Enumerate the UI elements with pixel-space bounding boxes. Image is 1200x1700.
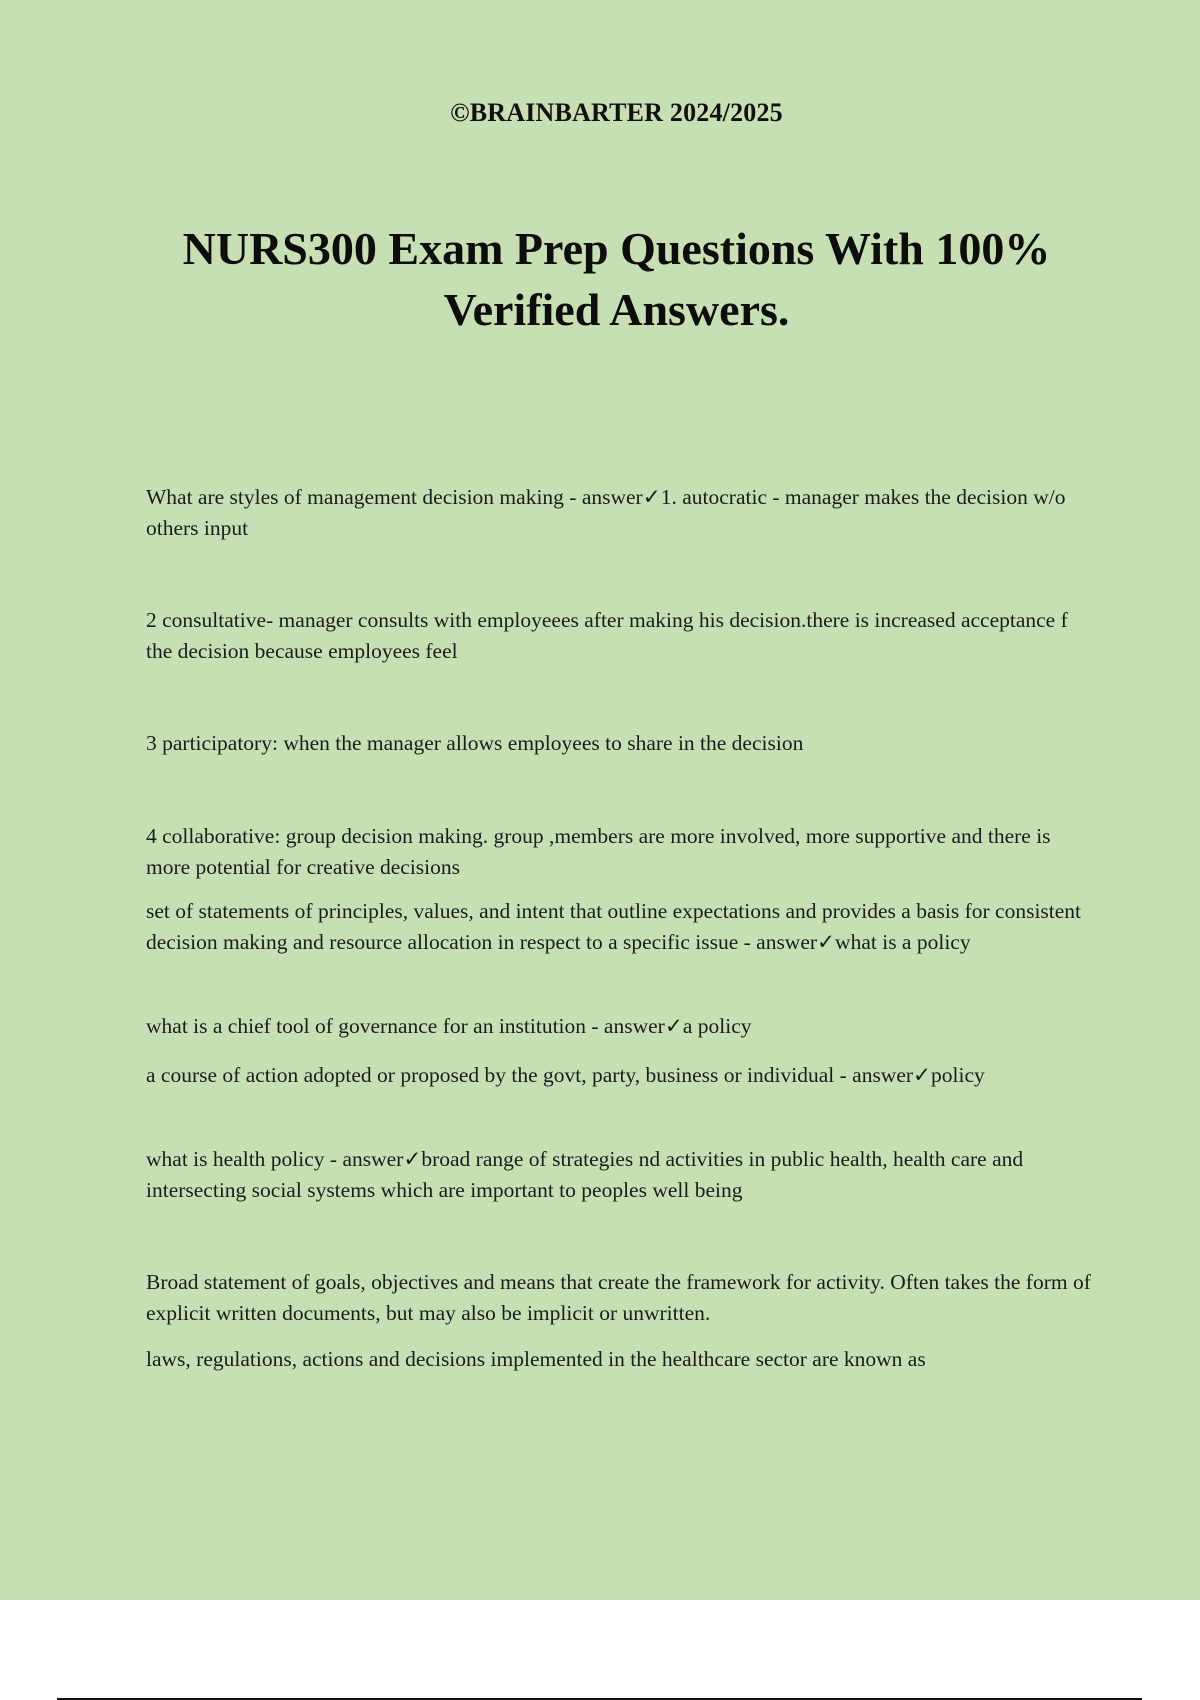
document-title: NURS300 Exam Prep Questions With 100% Verified Answers. xyxy=(182,223,1051,335)
qa-entry: What are styles of management decision making - answer✓1. autocratic - manager makes the decision w/o others input xyxy=(146,485,1066,540)
qa-entry: a course of action adopted or proposed by the govt, party, business or individual - answer✓policy xyxy=(146,1063,985,1087)
qa-entry: what is health policy - answer✓broad range of strategies nd activities in public health, health care and intersecting social systems which are important to peoples well being xyxy=(146,1147,1024,1202)
qa-entry: 3 participatory: when the manager allows employees to share in the decision xyxy=(146,731,804,755)
qa-entry: set of statements of principles, values, and intent that outline expectations and provides a basis for consistent decision making and resource allocation in respect to a specific issue - answer✓what is a policy xyxy=(146,899,1082,954)
qa-entry: laws, regulations, actions and decisions implemented in the healthcare sector are known as xyxy=(146,1347,926,1371)
qa-entry: 4 collaborative: group decision making. group ,members are more involved, more supportive and there is more potential for creative decisions xyxy=(146,824,1051,879)
qa-entry: 2 consultative- manager consults with employeees after making his decision.there is increased acceptance f the decision because employees feel xyxy=(146,608,1068,663)
qa-entry: Broad statement of goals, objectives and means that create the framework for activity. Often takes the form of explicit written documents, but may also be implicit or unwritten. xyxy=(146,1270,1091,1325)
qa-entry: what is a chief tool of governance for an institution - answer✓a policy xyxy=(146,1014,752,1038)
copyright-header: ©BRAINBARTER 2024/2025 xyxy=(450,98,783,127)
